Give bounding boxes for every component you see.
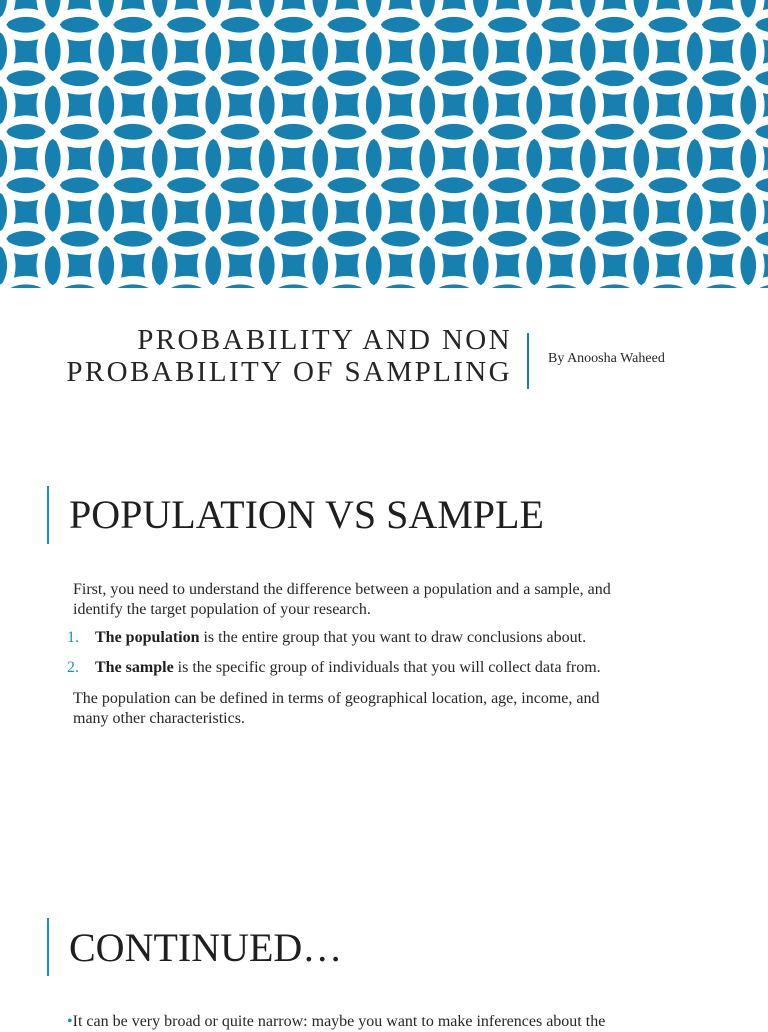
outro-paragraph [73, 689, 683, 729]
list-item-sample [67, 658, 601, 678]
outro-line-2: many other characteristics. [73, 710, 245, 727]
heading-accent-bar [47, 918, 49, 976]
presentation-title [20, 324, 512, 388]
definition-sample: is the specific group of individuals that you will collect data from. [173, 659, 601, 676]
slide-heading-population: POPULATION VS SAMPLE [69, 492, 544, 537]
title-line-2: PROBABILITY OF SAMPLING [66, 356, 512, 388]
term-sample: The sample [95, 659, 174, 676]
author-name: By Anoosha Waheed [548, 351, 665, 366]
bullet-text: It can be very broad or quite narrow: maybe you want to make inferences about the [72, 1013, 606, 1030]
pattern-banner [0, 0, 768, 288]
title-line-1: PROBABILITY AND NON [137, 324, 512, 356]
slide-heading-continued: CONTINUED… [69, 925, 343, 970]
list-number: 1. [67, 629, 79, 646]
outro-line-1: The population can be defined in terms of geographical location, age, income, and [73, 690, 600, 707]
intro-line-1: First, you need to understand the difference between a population and a sample, and [73, 581, 611, 598]
bullet-item [67, 1012, 605, 1032]
intro-line-2: identify the target population of your research. [73, 601, 371, 618]
list-number: 2. [67, 659, 79, 676]
bullet-icon: • [67, 1013, 73, 1030]
title-divider [527, 333, 529, 389]
definition-population: is the entire group that you want to draw conclusions about. [199, 629, 587, 646]
circle-pattern-graphic [0, 0, 768, 288]
list-item-population [67, 628, 586, 648]
intro-paragraph [73, 580, 683, 620]
heading-accent-bar [47, 486, 49, 544]
term-population: The population [95, 629, 200, 646]
